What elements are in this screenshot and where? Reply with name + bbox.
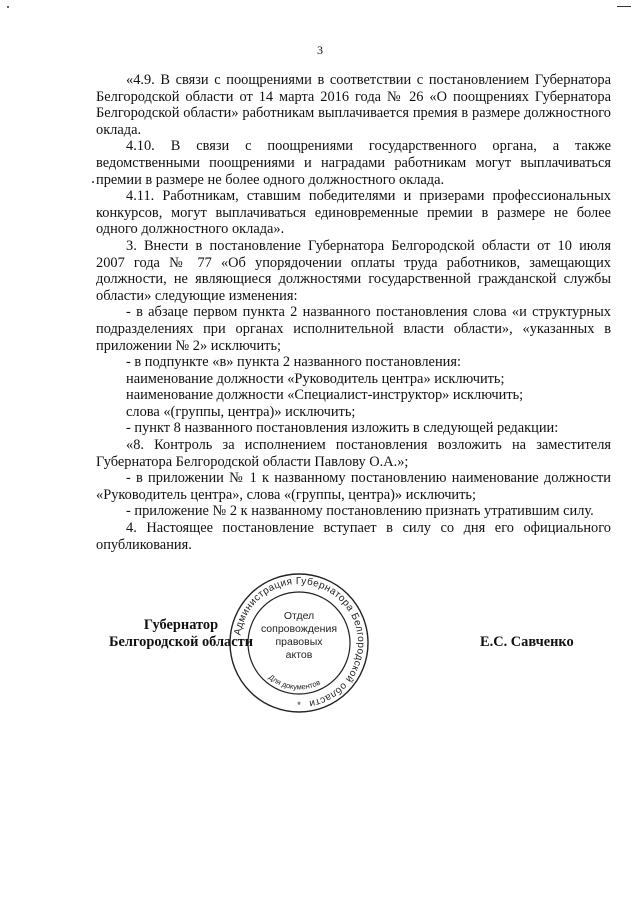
- official-stamp: [228, 572, 370, 714]
- stamp-center-line: актов: [285, 649, 313, 661]
- paragraph-3: 3. Внести в постановление Губернатора Белгородской области от 10 июля 2007 года № 77 «Об упорядочении оплаты труда работников, замещающих должности, не являющиеся должностями государственной гражданской службы области» следующие изменения:: [96, 237, 611, 304]
- paragraph-change-1: - в абзаце первом пункта 2 названного постановления слова «и структурных подразделениях при органах исполнительной власти области», «указанных в приложении № 2» исключить;: [96, 304, 611, 354]
- stamp-star-icon: *: [297, 700, 301, 710]
- scan-speck: [617, 6, 631, 7]
- paragraph-change-2b: наименование должности «Специалист-инструктор» исключить;: [126, 387, 524, 404]
- paragraph-4: 4. Настоящее постановление вступает в силу со дня его официального опубликования.: [96, 520, 611, 553]
- paragraph-change-5: - приложение № 2 к названному постановлению признать утратившим силу.: [126, 503, 594, 520]
- signatory-title-line1: Губернатор: [143, 617, 219, 633]
- paragraph-4-10: 4.10. В связи с поощрениями государственного органа, а также ведомственными поощрениями и наградами работникам могут выплачиваться премии в размере не более одного должностного оклада.: [96, 138, 611, 188]
- stamp-center-text: [261, 610, 337, 661]
- stamp-bottom-text: Для документов: [266, 672, 322, 692]
- paragraph-change-4: - в приложении № 1 к названному постановлению наименование должности «Руководитель центра», слова «(группы, центра)» исключить;: [96, 470, 611, 503]
- paragraph-change-2c: слова «(группы, центра)» исключить;: [126, 403, 356, 420]
- paragraph-point-8: «8. Контроль за исполнением постановления возложить на заместителя Губернатора Белгородской области Павлову О.А.»;: [96, 437, 611, 470]
- stamp-center-line: правовых: [275, 636, 323, 648]
- scan-speck: [7, 6, 9, 8]
- scan-speck: [92, 181, 94, 183]
- paragraph-4-11: 4.11. Работникам, ставшим победителями и призерами профессиональных конкурсов, могут выплачиваться единовременные премии в размере не более одного должностного оклада».: [96, 188, 611, 238]
- paragraph-change-2a: наименование должности «Руководитель центра» исключить;: [126, 370, 505, 387]
- page-number: 3: [317, 43, 323, 57]
- stamp-ring-text: Администрация Губернатора Белгородской области: [232, 575, 367, 710]
- paragraph-change-3: - пункт 8 названного постановления изложить в следующей редакции:: [126, 420, 559, 437]
- stamp-center-line: сопровождения: [260, 623, 338, 635]
- stamp-center-line: Отдел: [283, 610, 315, 622]
- signatory-title-line2: Белгородской области: [108, 634, 254, 650]
- document-body: [96, 72, 611, 553]
- signatory-name: Е.С. Савченко: [480, 634, 574, 650]
- paragraph-4-9: «4.9. В связи с поощрениями в соответствии с постановлением Губернатора Белгородской области от 14 марта 2016 года № 26 «О поощрениях Губернатора Белгородской области» работникам выплачивается премия в размере должностного оклада.: [96, 72, 611, 138]
- paragraph-change-2: - в подпункте «в» пункта 2 названного постановления:: [126, 354, 461, 371]
